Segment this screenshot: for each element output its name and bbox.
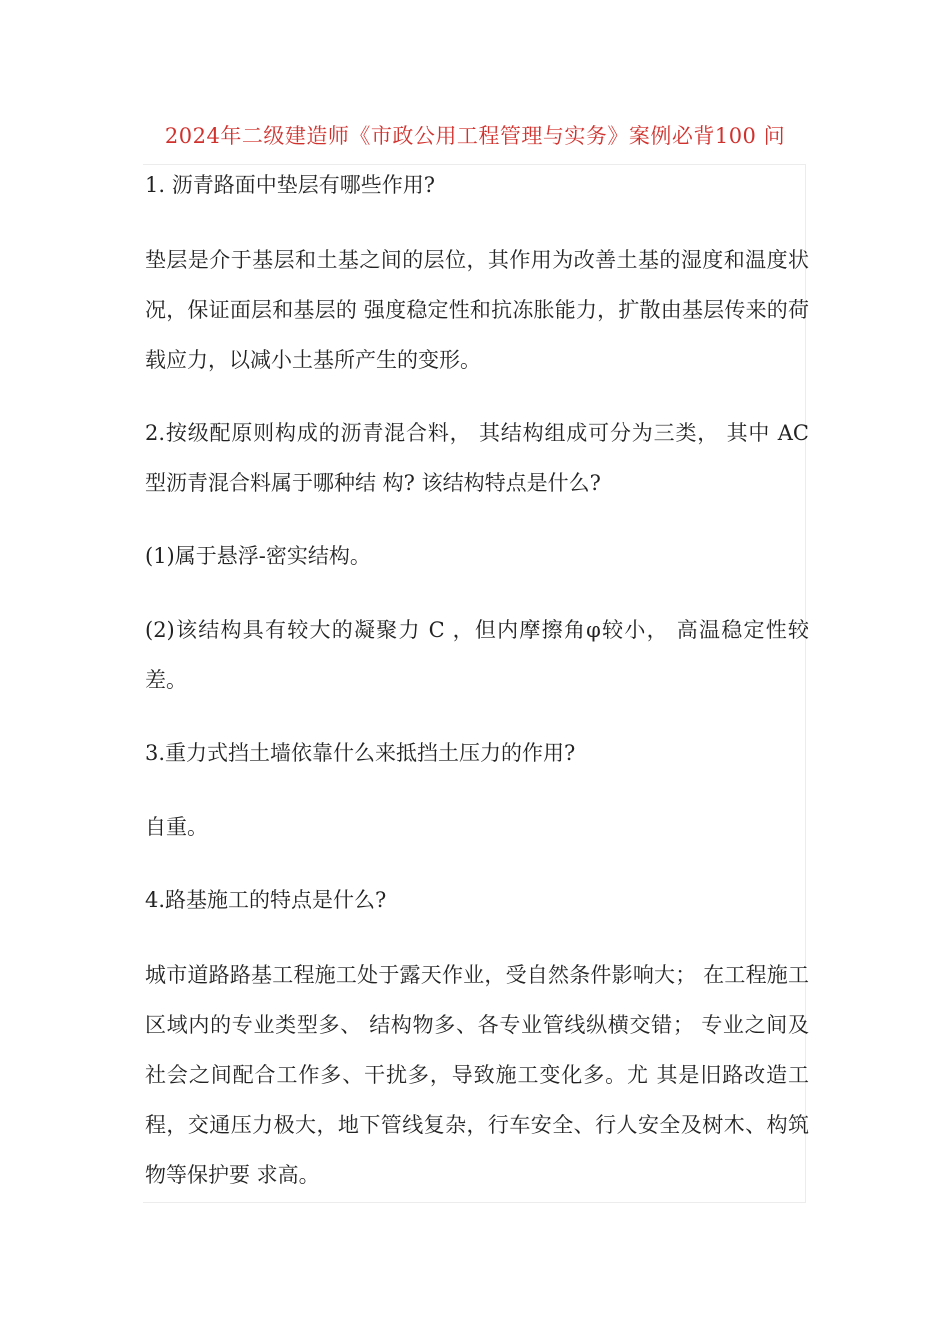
answer-3: 自重。	[145, 815, 208, 839]
document-title: 2024年二级建造师《市政公用工程管理与实务》案例必背100 问	[164, 124, 786, 148]
question-4: 4.路基施工的特点是什么?	[145, 888, 387, 912]
question-2: 2.按级配原则构成的沥青混合料， 其结构组成可分为三类， 其中 AC 型沥青混合料属于哪种结 构? 该结构特点是什么?	[145, 421, 809, 495]
question-1: 1. 沥青路面中垫层有哪些作用?	[145, 173, 435, 197]
answer-1: 垫层是介于基层和土基之间的层位，其作用为改善土基的湿度和温度状况，保证面层和基层的 强度稳定性和抗冻胀能力，扩散由基层传来的荷载应力，以减小土基所产生的变形。	[145, 248, 809, 372]
question-3: 3.重力式挡土墙依靠什么来抵挡土压力的作用?	[145, 741, 576, 765]
answer-4: 城市道路路基工程施工处于露天作业，受自然条件影响大； 在工程施工区域内的专业类型多、 结构物多、各专业管线纵横交错； 专业之间及社会之间配合工作多、干扰多，导致施工变化多。尤 其是旧路改造工程，交通压力极大，地下管线复杂，行车安全、行人安全及树木、构筑物等保护要 求高。	[145, 963, 809, 1187]
answer-2-part-1: (1)属于悬浮-密实结构。	[145, 544, 371, 568]
answer-2-part-2: (2)该结构具有较大的凝聚力 C ，但内摩擦角φ较小， 高温稳定性较差。	[145, 618, 809, 692]
